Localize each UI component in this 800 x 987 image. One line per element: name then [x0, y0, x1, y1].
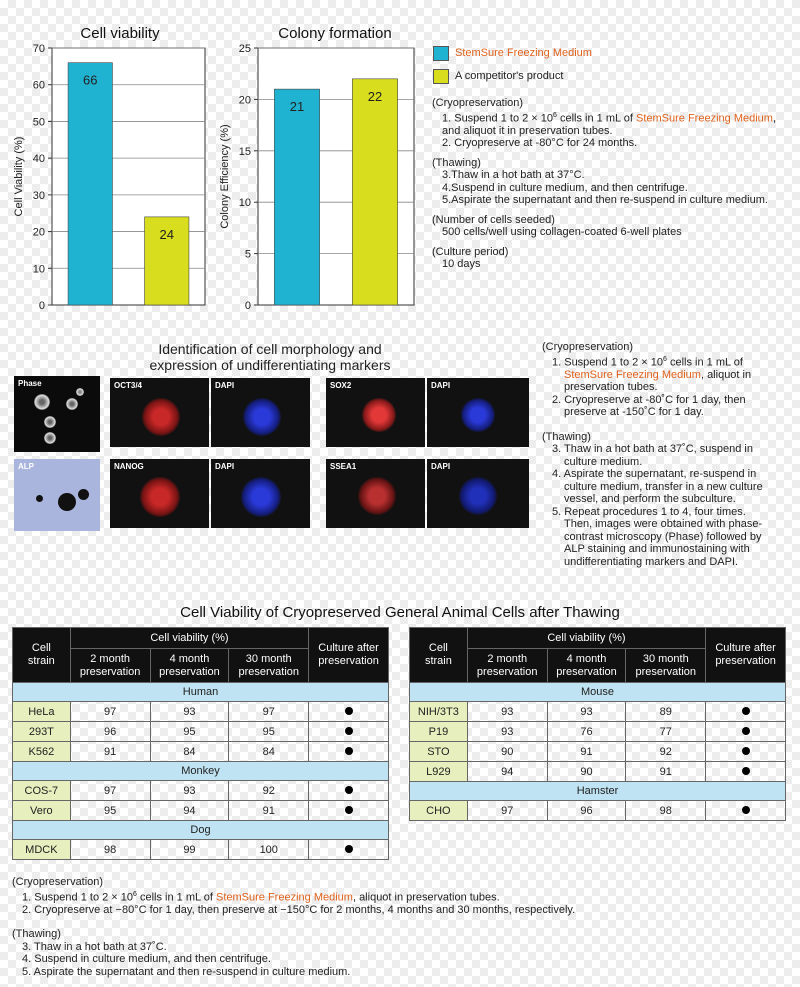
- sox2-stain-image: [326, 378, 425, 447]
- dapi-label: DAPI: [431, 462, 451, 471]
- protocol2-step3-line1: 3. Thaw in a hot bath at 37˚C, suspend in: [552, 443, 753, 456]
- protocol2-thaw-head: (Thawing): [542, 430, 591, 443]
- protocol2-step5-line4: ALP staining and immunostaining with: [564, 543, 750, 556]
- colony-formation-chart: [210, 40, 425, 320]
- chart-legend: [433, 44, 793, 85]
- table-row: [410, 702, 786, 722]
- protocol3-product-name: StemSure Freezing Medium: [216, 891, 353, 904]
- protocol2-step3-line2: culture medium.: [564, 455, 643, 468]
- culture-result: [309, 781, 389, 801]
- identification-title: [120, 341, 420, 373]
- group-label: Human: [13, 683, 389, 702]
- alp-stain-image: [14, 459, 100, 531]
- value-30month: 92: [626, 742, 706, 762]
- alp-colony: [58, 493, 76, 511]
- value-4month: 84: [150, 742, 229, 762]
- protocol1-cryo-head: (Cryopreservation): [432, 97, 524, 109]
- protocol1-cells-head: (Number of cells seeded): [432, 213, 555, 226]
- protocol1-thaw-step4: 4.Suspend in culture medium, and then centrifuge.: [442, 181, 688, 194]
- protocol2-step1-a: 1. Suspend 1 to 2 × 10: [552, 356, 664, 369]
- protocol1-step1-b: cells in 1 mL of: [556, 112, 636, 125]
- culture-result: [706, 742, 786, 762]
- legend-swatch-stemsure: [433, 46, 449, 61]
- culture-ok-dot-icon: [742, 727, 750, 735]
- cell-viability-chart: [0, 40, 210, 320]
- protocol2-step4-line1: 4. Aspirate the supernatant, re-suspend in: [552, 468, 757, 481]
- sox2-label: SOX2: [330, 381, 352, 390]
- culture-ok-dot-icon: [345, 707, 353, 715]
- dapi-label: DAPI: [431, 381, 451, 390]
- group-label: Monkey: [13, 762, 389, 781]
- protocol2-step1-c: , aliquot in: [700, 368, 752, 381]
- protocol3-step4: 4. Suspend in culture medium, and then centrifuge.: [22, 953, 271, 966]
- culture-ok-dot-icon: [742, 767, 750, 775]
- value-2month: 94: [467, 762, 547, 782]
- header-4month-line1: 4 month: [169, 652, 210, 665]
- dapi-stain-image: [427, 459, 529, 528]
- value-30month: 91: [626, 762, 706, 782]
- cell-strain: Vero: [13, 801, 71, 821]
- bar-value-label: 66: [83, 72, 98, 88]
- culture-result: [309, 801, 389, 821]
- header-cell-viability: Cell viability (%): [467, 628, 705, 649]
- header-strain-line1: Cell: [31, 642, 51, 654]
- y-tick-label: 10: [32, 263, 45, 276]
- value-30month: 91: [229, 801, 309, 821]
- table-row: [13, 722, 389, 742]
- table-row: [410, 742, 786, 762]
- protocol2-cryo-head: (Cryopreservation): [542, 341, 634, 353]
- legend-item-competitor: [433, 67, 793, 85]
- header-cell-viability: Cell viability (%): [70, 628, 308, 649]
- protocol3-step1-b: cells in 1 mL of: [136, 891, 216, 904]
- protocol2-step1-line3: preservation tubes.: [564, 381, 658, 394]
- value-2month: 91: [70, 742, 150, 762]
- value-4month: 93: [150, 702, 229, 722]
- value-4month: 93: [150, 781, 229, 801]
- value-2month: 96: [70, 722, 150, 742]
- ssea1-label: SSEA1: [330, 462, 357, 471]
- y-tick-label: 15: [238, 145, 251, 158]
- value-2month: 97: [467, 801, 547, 821]
- cell-strain: MDCK: [13, 840, 71, 860]
- value-4month: 76: [547, 722, 626, 742]
- dapi-stain-image: [211, 378, 310, 447]
- culture-result: [706, 722, 786, 742]
- header-cell-strain: [410, 628, 468, 683]
- y-tick-label: 0: [38, 300, 45, 312]
- oct34-label: OCT3/4: [114, 381, 143, 390]
- value-2month: 98: [70, 840, 150, 860]
- legend-label-competitor: A competitor's product: [455, 70, 564, 82]
- header-2month-line1: 2 month: [487, 652, 528, 665]
- table-header-row: [410, 628, 786, 649]
- value-4month: 93: [547, 702, 626, 722]
- value-4month: 91: [547, 742, 626, 762]
- protocol1-thaw-head: (Thawing): [432, 156, 481, 169]
- header-2month-line2: preservation: [476, 665, 538, 678]
- culture-result: [309, 702, 389, 722]
- protocol1-product-name: StemSure Freezing Medium: [636, 112, 773, 125]
- cell-strain: COS-7: [13, 781, 71, 801]
- protocol2-step5-line1: 5. Repeat procedures 1 to 4, four times.: [552, 505, 746, 518]
- protocol3-step1: [12, 889, 792, 904]
- table-row: [410, 762, 786, 782]
- blue-colony: [243, 398, 281, 436]
- protocol2-product-name: StemSure Freezing Medium: [564, 368, 701, 381]
- viability-table-title: Cell Viability of Cryopreserved General Animal Cells after Thawing: [180, 604, 620, 621]
- culture-ok-dot-icon: [742, 707, 750, 715]
- group-label: Hamster: [410, 782, 786, 801]
- culture-result: [706, 702, 786, 722]
- oct34-stain-image: [110, 378, 209, 447]
- culture-ok-dot-icon: [742, 806, 750, 814]
- value-2month: 97: [70, 702, 150, 722]
- dapi-stain-image: [427, 378, 529, 447]
- protocol2-step4-line3: vessel, and perform the subculture.: [564, 493, 736, 506]
- table-row: [13, 702, 389, 722]
- y-tick-label: 50: [32, 116, 45, 129]
- value-4month: 90: [547, 762, 626, 782]
- bar: [274, 89, 319, 305]
- protocol3-step1-sup: 6: [133, 890, 137, 898]
- legend-swatch-competitor: [433, 69, 449, 84]
- protocol2-step5-line5: undifferentiating markers and DAPI.: [564, 555, 739, 568]
- header-culture-line1: Culture after: [318, 642, 379, 654]
- red-colony: [140, 477, 180, 517]
- bar: [68, 63, 112, 305]
- culture-ok-dot-icon: [345, 786, 353, 794]
- header-culture-line2: preservation: [318, 655, 379, 667]
- value-4month: 94: [150, 801, 229, 821]
- culture-ok-dot-icon: [742, 747, 750, 755]
- protocol2-step4-line2: culture medium, transfer in a new culture: [564, 480, 763, 493]
- phase-colony: [76, 388, 84, 396]
- protocol1-thaw-step3: 3.Thaw in a hot bath at 37°C.: [442, 169, 585, 182]
- table-group-row: [410, 683, 786, 702]
- value-2month: 93: [467, 722, 547, 742]
- y-tick-label: 20: [32, 226, 45, 239]
- header-cell-2month: [467, 649, 547, 683]
- identification-title-line1: Identification of cell morphology and: [158, 341, 382, 357]
- protocol2-step1-b: cells in 1 mL of: [666, 356, 743, 369]
- culture-result: [309, 742, 389, 762]
- header-cell-culture: [706, 628, 786, 683]
- protocol1-step1-a: 1. Suspend 1 to 2 × 10: [442, 112, 554, 125]
- protocol2-step5-line3: contrast microscopy (Phase) followed by: [564, 530, 762, 543]
- phase-colony: [44, 416, 56, 428]
- header-cell-culture: [309, 628, 389, 683]
- y-tick-label: 30: [32, 189, 45, 202]
- value-4month: 96: [547, 801, 626, 821]
- bar: [352, 79, 397, 305]
- header-cell-4month: [547, 649, 626, 683]
- protocol2-step2-line2: preserve at -150˚C for 1 day.: [564, 406, 704, 419]
- header-culture-line2: preservation: [715, 655, 776, 667]
- header-4month-line2: preservation: [159, 665, 220, 678]
- header-cell-30month: [626, 649, 706, 683]
- protocol3-thaw-head: (Thawing): [12, 928, 61, 941]
- header-30month-line1: 30 month: [642, 652, 689, 665]
- table-group-row: [13, 762, 389, 781]
- culture-ok-dot-icon: [345, 747, 353, 755]
- phase-colony: [44, 432, 56, 444]
- nanog-label: NANOG: [114, 462, 144, 471]
- header-2month-line1: 2 month: [90, 652, 130, 665]
- alp-colony: [36, 495, 43, 502]
- value-30month: 98: [626, 801, 706, 821]
- bar-value-label: 24: [159, 226, 174, 242]
- blue-colony: [241, 477, 281, 517]
- viability-table-right: [409, 627, 786, 821]
- value-2month: 93: [467, 702, 547, 722]
- phase-colony: [66, 398, 78, 410]
- protocol3-step3: 3. Thaw in a hot bath at 37˚C.: [22, 940, 167, 953]
- table-row: [13, 781, 389, 801]
- blue-colony: [459, 477, 497, 515]
- protocol3-step1-c: , aliquot in preservation tubes.: [352, 891, 500, 904]
- table-row: [13, 742, 389, 762]
- value-4month: 95: [150, 722, 229, 742]
- header-4month-line2: preservation: [556, 665, 617, 678]
- value-30month: 100: [229, 840, 309, 860]
- cell-strain: P19: [410, 722, 468, 742]
- culture-ok-dot-icon: [345, 727, 353, 735]
- protocol2-step5-line2: Then, images were obtained with phase-: [564, 518, 763, 531]
- bar-value-label: 22: [367, 88, 383, 104]
- header-30month-line2: preservation: [238, 665, 300, 678]
- group-label: Mouse: [410, 683, 786, 702]
- dapi-label: DAPI: [215, 462, 235, 471]
- y-tick-label: 20: [238, 94, 251, 107]
- culture-result: [309, 722, 389, 742]
- protocol3-step1-a: 1. Suspend 1 to 2 × 10: [22, 891, 134, 904]
- table-header-row: [13, 628, 389, 649]
- value-4month: 99: [150, 840, 229, 860]
- nanog-stain-image: [110, 459, 209, 528]
- protocol1-thaw-step5: 5.Aspirate the supernatant and then re-suspend in culture medium.: [442, 194, 768, 207]
- protocol1-step1-c: , and aliquot it in preservation tubes.: [442, 112, 777, 137]
- header-4month-line1: 4 month: [566, 652, 607, 665]
- cell-strain: CHO: [410, 801, 468, 821]
- cell-strain: K562: [13, 742, 71, 762]
- header-30month-line1: 30 month: [245, 652, 292, 665]
- y-tick-label: 60: [32, 79, 45, 92]
- legend-label-stemsure: StemSure Freezing Medium: [455, 47, 592, 59]
- header-30month-line2: preservation: [635, 665, 697, 678]
- culture-ok-dot-icon: [345, 845, 353, 853]
- header-cell-strain: [13, 628, 71, 683]
- culture-result: [706, 801, 786, 821]
- group-label: Dog: [13, 821, 389, 840]
- header-strain-line2: strain: [27, 655, 55, 667]
- protocol3-step5: 5. Aspirate the supernatant and then re-suspend in culture medium.: [22, 965, 351, 978]
- dapi-label: DAPI: [215, 381, 235, 390]
- viability-table-left: [12, 627, 389, 860]
- value-30month: 77: [626, 722, 706, 742]
- blue-colony: [461, 398, 495, 432]
- red-colony: [358, 477, 396, 515]
- table-row: [410, 722, 786, 742]
- identification-title-line2: expression of undifferentiating markers: [149, 357, 391, 373]
- table-row: [13, 840, 389, 860]
- value-30month: 84: [229, 742, 309, 762]
- culture-ok-dot-icon: [345, 806, 353, 814]
- red-colony: [362, 398, 396, 432]
- value-30month: 89: [626, 702, 706, 722]
- table-group-row: [410, 782, 786, 801]
- y-tick-label: 5: [244, 248, 251, 261]
- value-2month: 90: [467, 742, 547, 762]
- header-2month-line2: preservation: [79, 665, 141, 678]
- protocol2-step1-line2: [542, 369, 797, 382]
- protocol-table: [12, 876, 792, 978]
- protocol1-cryo-step2: 2. Cryopreserve at -80°C for 24 months.: [442, 137, 638, 150]
- cell-strain: L929: [410, 762, 468, 782]
- red-colony: [142, 398, 180, 436]
- header-strain-line1: Cell: [428, 642, 448, 654]
- protocol1-period-head: (Culture period): [432, 245, 509, 258]
- value-2month: 97: [70, 781, 150, 801]
- table-row: [13, 801, 389, 821]
- culture-result: [309, 840, 389, 860]
- protocol1-cryo-step1: [432, 110, 797, 138]
- phase-contrast-image: [14, 376, 100, 452]
- value-30month: 97: [229, 702, 309, 722]
- protocol2-step1: [542, 354, 797, 369]
- alp-colony: [78, 489, 89, 500]
- header-cell-4month: [150, 649, 229, 683]
- protocol-identification: [542, 341, 797, 568]
- y-axis-label: Colony Efficiency (%): [219, 124, 231, 229]
- dapi-stain-image: [211, 459, 310, 528]
- protocol3-step2: 2. Cryopreserve at −80°C for 1 day, then preserve at −150°C for 2 months, 4 months and 30 months, respectively.: [22, 903, 576, 916]
- ssea1-stain-image: [326, 459, 425, 528]
- table-body-left: [13, 683, 389, 860]
- legend-item-stemsure: [433, 44, 793, 62]
- table-row: [410, 801, 786, 821]
- protocol1-cells-text: 500 cells/well using collagen-coated 6-well plates: [442, 226, 682, 239]
- header-cell-30month: [229, 649, 309, 683]
- value-2month: 95: [70, 801, 150, 821]
- protocol2-step2-line1: 2. Cryopreserve at -80˚C for 1 day, then: [552, 393, 746, 406]
- table-group-row: [13, 683, 389, 702]
- y-tick-label: 40: [32, 153, 45, 166]
- header-strain-line2: strain: [424, 655, 452, 667]
- y-tick-label: 70: [32, 43, 45, 55]
- cell-strain: STO: [410, 742, 468, 762]
- table-group-row: [13, 821, 389, 840]
- protocol1-step1-sup: 6: [553, 111, 557, 119]
- cell-strain: NIH/3T3: [410, 702, 468, 722]
- value-30month: 95: [229, 722, 309, 742]
- protocol1-period-text: 10 days: [442, 258, 481, 271]
- phase-colony: [34, 394, 50, 410]
- phase-label: Phase: [18, 379, 42, 388]
- alp-label: ALP: [18, 462, 34, 471]
- chart-title-colony-formation: Colony formation: [278, 25, 392, 42]
- y-axis-label: Cell Viability (%): [13, 136, 25, 217]
- protocol3-cryo-head: (Cryopreservation): [12, 876, 104, 888]
- chart-title-cell-viability: Cell viability: [80, 25, 160, 42]
- header-cell-2month: [70, 649, 150, 683]
- cell-strain: 293T: [13, 722, 71, 742]
- protocol2-step1-sup: 6: [663, 355, 667, 363]
- table-body-right: [410, 683, 786, 821]
- value-30month: 92: [229, 781, 309, 801]
- y-tick-label: 0: [244, 300, 251, 312]
- y-tick-label: 25: [238, 43, 251, 55]
- header-culture-line1: Culture after: [715, 642, 776, 654]
- bar-value-label: 21: [289, 99, 305, 115]
- protocol-charts: [432, 97, 797, 271]
- y-tick-label: 10: [238, 197, 251, 210]
- culture-result: [706, 762, 786, 782]
- cell-strain: HeLa: [13, 702, 71, 722]
